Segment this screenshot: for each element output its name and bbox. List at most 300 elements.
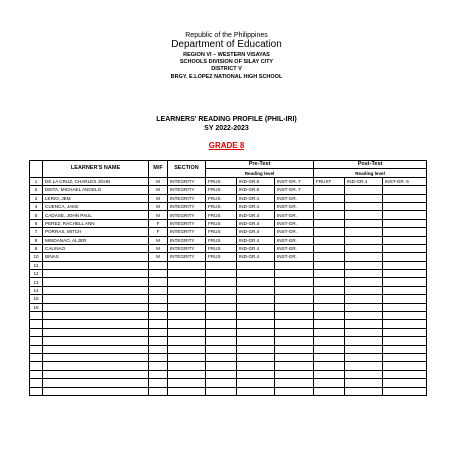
learner-sex (149, 370, 168, 378)
learner-name (43, 362, 149, 370)
learner-sex: M (149, 211, 168, 219)
pretest-level-3: INST-GR. 7 (275, 186, 314, 194)
learner-sex (149, 387, 168, 395)
row-number: 13 (30, 278, 43, 286)
posttest-level-2: IND-GR.4 (345, 177, 383, 185)
learner-section: INTEGRITY (168, 186, 206, 194)
posttest-level-1 (314, 236, 345, 244)
pretest-level-2 (237, 320, 275, 328)
pretest-level-3: INST-GR. (275, 219, 314, 227)
row-number (30, 328, 43, 336)
pretest-level-1 (206, 278, 237, 286)
row-number (30, 320, 43, 328)
posttest-level-3 (383, 286, 427, 294)
posttest-level-1 (314, 244, 345, 252)
pretest-level-2: IND-GR.4 (237, 202, 275, 210)
posttest-level-2 (345, 362, 383, 370)
learner-section: INTEGRITY (168, 219, 206, 227)
pretest-level-1 (206, 370, 237, 378)
row-number: 16 (30, 303, 43, 311)
posttest-level-3 (383, 186, 427, 194)
pretest-level-2 (237, 337, 275, 345)
posttest-level-1 (314, 219, 345, 227)
posttest-level-2 (345, 345, 383, 353)
pretest-level-3 (275, 379, 314, 387)
table-row (30, 337, 427, 345)
pretest-level-2: IND-GR.4 (237, 236, 275, 244)
pretest-level-1: FRUS (206, 253, 237, 261)
col-pretest: Pre-Test (206, 161, 314, 169)
pretest-level-3 (275, 387, 314, 395)
posttest-level-2 (345, 278, 383, 286)
row-number: 5 (30, 211, 43, 219)
pretest-level-3 (275, 261, 314, 269)
pretest-level-3: INST-GR. (275, 228, 314, 236)
learner-sex: M (149, 236, 168, 244)
learner-name: PORRAS, MITCH (43, 228, 149, 236)
row-number: 12 (30, 270, 43, 278)
learner-sex: M (149, 177, 168, 185)
table-row (30, 303, 427, 311)
learner-sex (149, 328, 168, 336)
posttest-level-3 (383, 244, 427, 252)
learner-section: INTEGRITY (168, 253, 206, 261)
pretest-level-3 (275, 278, 314, 286)
pretest-level-3 (275, 295, 314, 303)
pretest-level-1: FRUS (206, 177, 237, 185)
learner-sex (149, 261, 168, 269)
table-row (30, 244, 427, 252)
posttest-level-1 (314, 328, 345, 336)
posttest-level-3 (383, 295, 427, 303)
learner-name (43, 286, 149, 294)
pretest-level-2 (237, 379, 275, 387)
table-row (30, 278, 427, 286)
learner-section (168, 270, 206, 278)
learner-sex: M (149, 186, 168, 194)
posttest-level-1 (314, 320, 345, 328)
posttest-level-2 (345, 312, 383, 320)
table-row (30, 228, 427, 236)
col-sex: M/F (149, 161, 168, 178)
posttest-level-2 (345, 286, 383, 294)
pretest-level-2: IND-GR.4 (237, 244, 275, 252)
table-row (30, 362, 427, 370)
table-row (30, 219, 427, 227)
posttest-level-3 (383, 337, 427, 345)
learner-section (168, 261, 206, 269)
row-number (30, 370, 43, 378)
table-row (30, 177, 427, 185)
learner-sex: F (149, 219, 168, 227)
learner-name: CUENCA, JAKE (43, 202, 149, 210)
posttest-level-2 (345, 387, 383, 395)
table-row (30, 253, 427, 261)
learner-sex (149, 278, 168, 286)
pretest-level-1: FRUS (206, 194, 237, 202)
posttest-level-2 (345, 219, 383, 227)
posttest-level-1 (314, 387, 345, 395)
pretest-level-3: INST-GR. (275, 194, 314, 202)
posttest-level-2 (345, 328, 383, 336)
learner-section (168, 379, 206, 387)
posttest-level-1 (314, 286, 345, 294)
posttest-level-2 (345, 228, 383, 236)
pretest-level-1: FRUS (206, 244, 237, 252)
row-number: 7 (30, 228, 43, 236)
posttest-level-3 (383, 278, 427, 286)
posttest-level-3 (383, 253, 427, 261)
table-row (30, 202, 427, 210)
posttest-level-1 (314, 253, 345, 261)
learner-sex: M (149, 194, 168, 202)
pretest-level-2 (237, 312, 275, 320)
learner-section: INTEGRITY (168, 177, 206, 185)
pretest-level-3 (275, 337, 314, 345)
learner-name: MINDANAO, ALJER (43, 236, 149, 244)
table-row (30, 186, 427, 194)
row-number: 2 (30, 186, 43, 194)
row-number: 6 (30, 219, 43, 227)
pretest-level-1 (206, 270, 237, 278)
learner-name: CADASE, JOHN PAUL (43, 211, 149, 219)
learner-sex: M (149, 202, 168, 210)
learner-sex (149, 379, 168, 387)
pretest-level-1 (206, 286, 237, 294)
learner-name (43, 328, 149, 336)
pretest-level-2 (237, 278, 275, 286)
pretest-level-3: INST-GR. (275, 244, 314, 252)
table-row (30, 370, 427, 378)
posttest-level-3 (383, 202, 427, 210)
learner-section: INTEGRITY (168, 211, 206, 219)
pretest-level-2 (237, 362, 275, 370)
grade-label: GRADE 8 (208, 141, 245, 150)
posttest-level-2 (345, 303, 383, 311)
pretest-level-3 (275, 286, 314, 294)
table-row (30, 387, 427, 395)
pretest-level-1: FRUS (206, 186, 237, 194)
learner-section: INTEGRITY (168, 236, 206, 244)
posttest-level-1 (314, 278, 345, 286)
table-row (30, 261, 427, 269)
posttest-level-3 (383, 228, 427, 236)
posttest-level-1: FRUST (314, 177, 345, 185)
posttest-level-1 (314, 312, 345, 320)
posttest-level-1 (314, 194, 345, 202)
pretest-level-1 (206, 312, 237, 320)
posttest-level-2 (345, 244, 383, 252)
row-number (30, 379, 43, 387)
col-learner-name: LEARNER'S NAME (43, 161, 149, 178)
pretest-level-1 (206, 345, 237, 353)
row-number (30, 362, 43, 370)
learner-section (168, 387, 206, 395)
learner-section (168, 286, 206, 294)
learner-sex (149, 362, 168, 370)
posttest-level-1 (314, 261, 345, 269)
row-number: 10 (30, 253, 43, 261)
row-number: 8 (30, 236, 43, 244)
table-row (30, 295, 427, 303)
learner-sex (149, 270, 168, 278)
pretest-level-1 (206, 328, 237, 336)
learner-name (43, 353, 149, 361)
posttest-level-3 (383, 362, 427, 370)
posttest-level-3 (383, 353, 427, 361)
header-republic: Republic of the Philippines (185, 32, 268, 39)
posttest-level-2 (345, 236, 383, 244)
learner-name (43, 345, 149, 353)
learner-section (168, 353, 206, 361)
learner-section: INTEGRITY (168, 194, 206, 202)
learner-section (168, 295, 206, 303)
posttest-level-2 (345, 295, 383, 303)
table-row (30, 353, 427, 361)
posttest-level-1 (314, 186, 345, 194)
reading-profile-table (29, 160, 427, 396)
posttest-level-1 (314, 295, 345, 303)
posttest-level-1 (314, 345, 345, 353)
learner-name: DEITA, MICHAEL ANGELO (43, 186, 149, 194)
pretest-level-2: IND-GR.5 (237, 177, 275, 185)
learner-section (168, 370, 206, 378)
learner-name (43, 387, 149, 395)
pretest-level-2 (237, 261, 275, 269)
posttest-level-1 (314, 202, 345, 210)
table-row (30, 328, 427, 336)
posttest-level-3 (383, 345, 427, 353)
row-number: 15 (30, 295, 43, 303)
learner-name: LERIO, JEM (43, 194, 149, 202)
posttest-level-3 (383, 270, 427, 278)
learner-sex (149, 345, 168, 353)
pretest-level-3 (275, 328, 314, 336)
row-number: 4 (30, 202, 43, 210)
learner-name (43, 370, 149, 378)
pretest-level-3 (275, 353, 314, 361)
learner-sex: F (149, 228, 168, 236)
row-number (30, 345, 43, 353)
header-department: Department of Education (171, 39, 282, 50)
posttest-level-3 (383, 379, 427, 387)
pretest-level-2 (237, 303, 275, 311)
posttest-level-3 (383, 328, 427, 336)
learner-section (168, 320, 206, 328)
pretest-level-2: IND-GR.4 (237, 219, 275, 227)
learner-name: PEREZ, RACHELL ANN (43, 219, 149, 227)
learner-name: DE LA CRUZ, CHARLES JOHN (43, 177, 149, 185)
posttest-level-1 (314, 362, 345, 370)
pretest-level-1 (206, 337, 237, 345)
pretest-level-3: INST-GR. (275, 211, 314, 219)
posttest-level-3 (383, 211, 427, 219)
pretest-level-1: FRUS (206, 236, 237, 244)
posttest-level-3 (383, 261, 427, 269)
posttest-level-1 (314, 270, 345, 278)
learner-name (43, 261, 149, 269)
posttest-level-2 (345, 320, 383, 328)
learner-section (168, 345, 206, 353)
posttest-level-3 (383, 312, 427, 320)
header-district: DISTRICT V (211, 66, 242, 72)
learner-sex: M (149, 253, 168, 261)
learner-name (43, 295, 149, 303)
posttest-level-3 (383, 370, 427, 378)
pretest-level-2: IND-GR.5 (237, 186, 275, 194)
posttest-level-1 (314, 379, 345, 387)
pretest-level-2: IND-GR.4 (237, 253, 275, 261)
learner-section: INTEGRITY (168, 228, 206, 236)
row-number (30, 353, 43, 361)
learner-sex: M (149, 244, 168, 252)
pretest-level-1 (206, 387, 237, 395)
pretest-level-2 (237, 345, 275, 353)
pretest-level-3 (275, 320, 314, 328)
learner-sex (149, 312, 168, 320)
row-number: 9 (30, 244, 43, 252)
table-row (30, 194, 427, 202)
posttest-level-1 (314, 353, 345, 361)
pretest-level-2 (237, 328, 275, 336)
pretest-level-3 (275, 370, 314, 378)
posttest-level-3 (383, 387, 427, 395)
pretest-level-3: INST-GR. (275, 253, 314, 261)
pretest-level-1 (206, 362, 237, 370)
col-section: SECTION (168, 161, 206, 178)
pretest-level-3: INST-GR. (275, 202, 314, 210)
row-number: 14 (30, 286, 43, 294)
learner-section (168, 362, 206, 370)
posttest-level-2 (345, 270, 383, 278)
posttest-level-1 (314, 211, 345, 219)
learner-section (168, 337, 206, 345)
table-row (30, 236, 427, 244)
row-number (30, 337, 43, 345)
pretest-reading-level: Reading level (206, 169, 314, 177)
learner-name (43, 337, 149, 345)
learner-sex (149, 353, 168, 361)
pretest-level-1: FRUS (206, 228, 237, 236)
posttest-level-3 (383, 303, 427, 311)
pretest-level-3 (275, 303, 314, 311)
pretest-level-1 (206, 320, 237, 328)
pretest-level-1 (206, 261, 237, 269)
learner-name: CALINAO (43, 244, 149, 252)
pretest-level-2: IND-GR.4 (237, 194, 275, 202)
learner-sex (149, 337, 168, 345)
pretest-level-3: INST-GR. 7 (275, 177, 314, 185)
pretest-level-2 (237, 295, 275, 303)
pretest-level-1 (206, 353, 237, 361)
posttest-level-2 (345, 370, 383, 378)
school-year: SY 2022-2023 (204, 125, 249, 132)
header-division: SCHOOLS DIVISION OF SILAY CITY (179, 59, 274, 65)
posttest-level-1 (314, 228, 345, 236)
pretest-level-1 (206, 295, 237, 303)
posttest-level-2 (345, 194, 383, 202)
posttest-level-2 (345, 337, 383, 345)
posttest-level-2 (345, 202, 383, 210)
posttest-level-3 (383, 194, 427, 202)
pretest-level-1: FRUS (206, 219, 237, 227)
pretest-level-2 (237, 270, 275, 278)
pretest-level-1: FRUS (206, 211, 237, 219)
posttest-reading-level: Reading level (314, 169, 427, 177)
posttest-level-2 (345, 379, 383, 387)
posttest-level-2 (345, 353, 383, 361)
pretest-level-2: IND-GR.4 (237, 211, 275, 219)
learner-name (43, 320, 149, 328)
pretest-level-3 (275, 345, 314, 353)
header-school: BRGY. E.LOPEZ NATIONAL HIGH SCHOOL (170, 74, 283, 80)
learner-name (43, 303, 149, 311)
pretest-level-3: INST-GR. (275, 236, 314, 244)
learner-section (168, 303, 206, 311)
pretest-level-3 (275, 362, 314, 370)
posttest-level-1 (314, 337, 345, 345)
pretest-level-1: FRUS (206, 202, 237, 210)
learner-section: INTEGRITY (168, 244, 206, 252)
row-number: 1 (30, 177, 43, 185)
posttest-level-2 (345, 186, 383, 194)
pretest-level-2 (237, 387, 275, 395)
learner-section (168, 312, 206, 320)
learner-section (168, 278, 206, 286)
table-row (30, 379, 427, 387)
table-row (30, 270, 427, 278)
pretest-level-3 (275, 270, 314, 278)
col-posttest: Post-Test (314, 161, 427, 169)
table-row (30, 320, 427, 328)
learner-name: BINAS (43, 253, 149, 261)
table-row (30, 345, 427, 353)
learner-sex (149, 295, 168, 303)
learner-section: INTEGRITY (168, 202, 206, 210)
learner-section (168, 328, 206, 336)
table-row (30, 286, 427, 294)
posttest-level-3 (383, 219, 427, 227)
posttest-level-3 (383, 236, 427, 244)
learner-name (43, 278, 149, 286)
row-number (30, 312, 43, 320)
learner-sex (149, 303, 168, 311)
pretest-level-2: IND-GR.4 (237, 228, 275, 236)
report-title: LEARNERS' READING PROFILE (PHIL-IRI) (156, 116, 297, 123)
learner-sex (149, 320, 168, 328)
posttest-level-3 (383, 320, 427, 328)
pretest-level-1 (206, 379, 237, 387)
posttest-level-2 (345, 253, 383, 261)
learner-name (43, 270, 149, 278)
posttest-level-3: INST-GR. 6 (383, 177, 427, 185)
row-number (30, 387, 43, 395)
learner-name (43, 312, 149, 320)
learner-name (43, 379, 149, 387)
learner-sex (149, 286, 168, 294)
posttest-level-2 (345, 211, 383, 219)
pretest-level-2 (237, 353, 275, 361)
posttest-level-2 (345, 261, 383, 269)
pretest-level-2 (237, 286, 275, 294)
header-region: REGION VI – WESTERN VISAYAS (183, 52, 270, 58)
pretest-level-1 (206, 303, 237, 311)
pretest-level-2 (237, 370, 275, 378)
row-number: 3 (30, 194, 43, 202)
pretest-level-3 (275, 312, 314, 320)
row-number: 11 (30, 261, 43, 269)
posttest-level-1 (314, 370, 345, 378)
